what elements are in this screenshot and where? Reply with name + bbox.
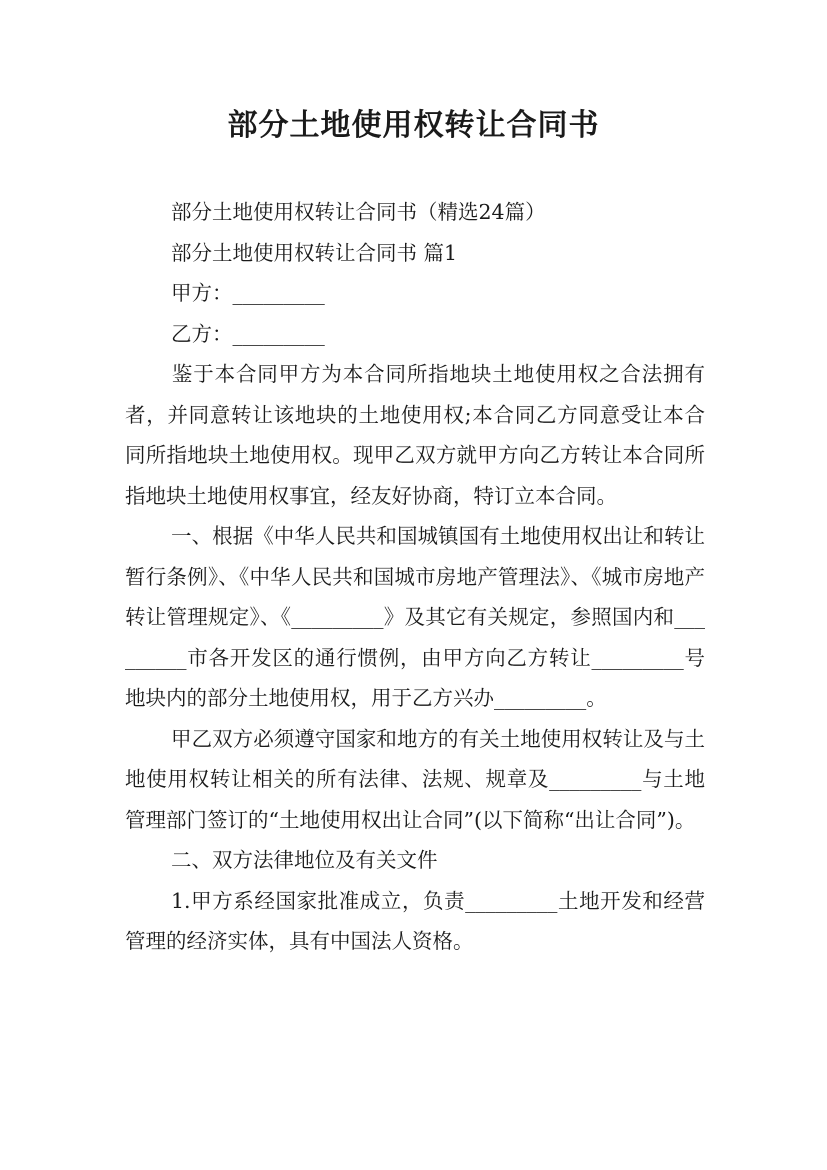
paragraph-preamble	[125, 354, 705, 516]
paragraph-text: 甲乙双方必须遵守国家和地方的有关土地使用权转让及与土地使用权转让相关的所有法律、法规、规章及_________与土地管理部门签订的“土地使用权出让合同”(以下简称“出让合同”)。	[125, 726, 705, 832]
paragraph-text: 一、根据《中华人民共和国城镇国有土地使用权出让和转让暂行条例》、《中华人民共和国城市房地产管理法》、《城市房地产转让管理规定》、《_________》及其它有关规定，参照国内和_________市各开发区的通行惯例，由甲方向乙方转让_________号地块内的部分土地使用权，用于乙方兴办_________。	[125, 524, 705, 710]
paragraph-text: 鉴于本合同甲方为本合同所指地块土地使用权之合法拥有者，并同意转让该地块的土地使用权;本合同乙方同意受让本合同所指地块土地使用权。现甲乙双方就甲方向乙方转让本合同所指地块土地使用权事宜，经友好协商，特订立本合同。	[125, 362, 705, 508]
paragraph-clause-2-1	[125, 881, 705, 962]
paragraph-clause-2-heading	[125, 840, 705, 881]
paragraph-compliance	[125, 719, 705, 841]
paragraph-clause-1	[125, 516, 705, 719]
collection-heading: 部分土地使用权转让合同书（精选24篇）	[171, 200, 546, 224]
section-heading: 部分土地使用权转让合同书 篇1	[171, 240, 458, 265]
document-title: 部分土地使用权转让合同书	[227, 108, 600, 143]
document-body	[125, 192, 705, 962]
party-b-line: 乙方：_________	[171, 321, 325, 346]
paragraph-text: 二、双方法律地位及有关文件	[171, 848, 438, 872]
paragraph-text: 1.甲方系经国家批准成立，负责_________土地开发和经营管理的经济实体，具有中国法人资格。	[125, 888, 705, 953]
party-a-line: 甲方：_________	[171, 281, 325, 305]
